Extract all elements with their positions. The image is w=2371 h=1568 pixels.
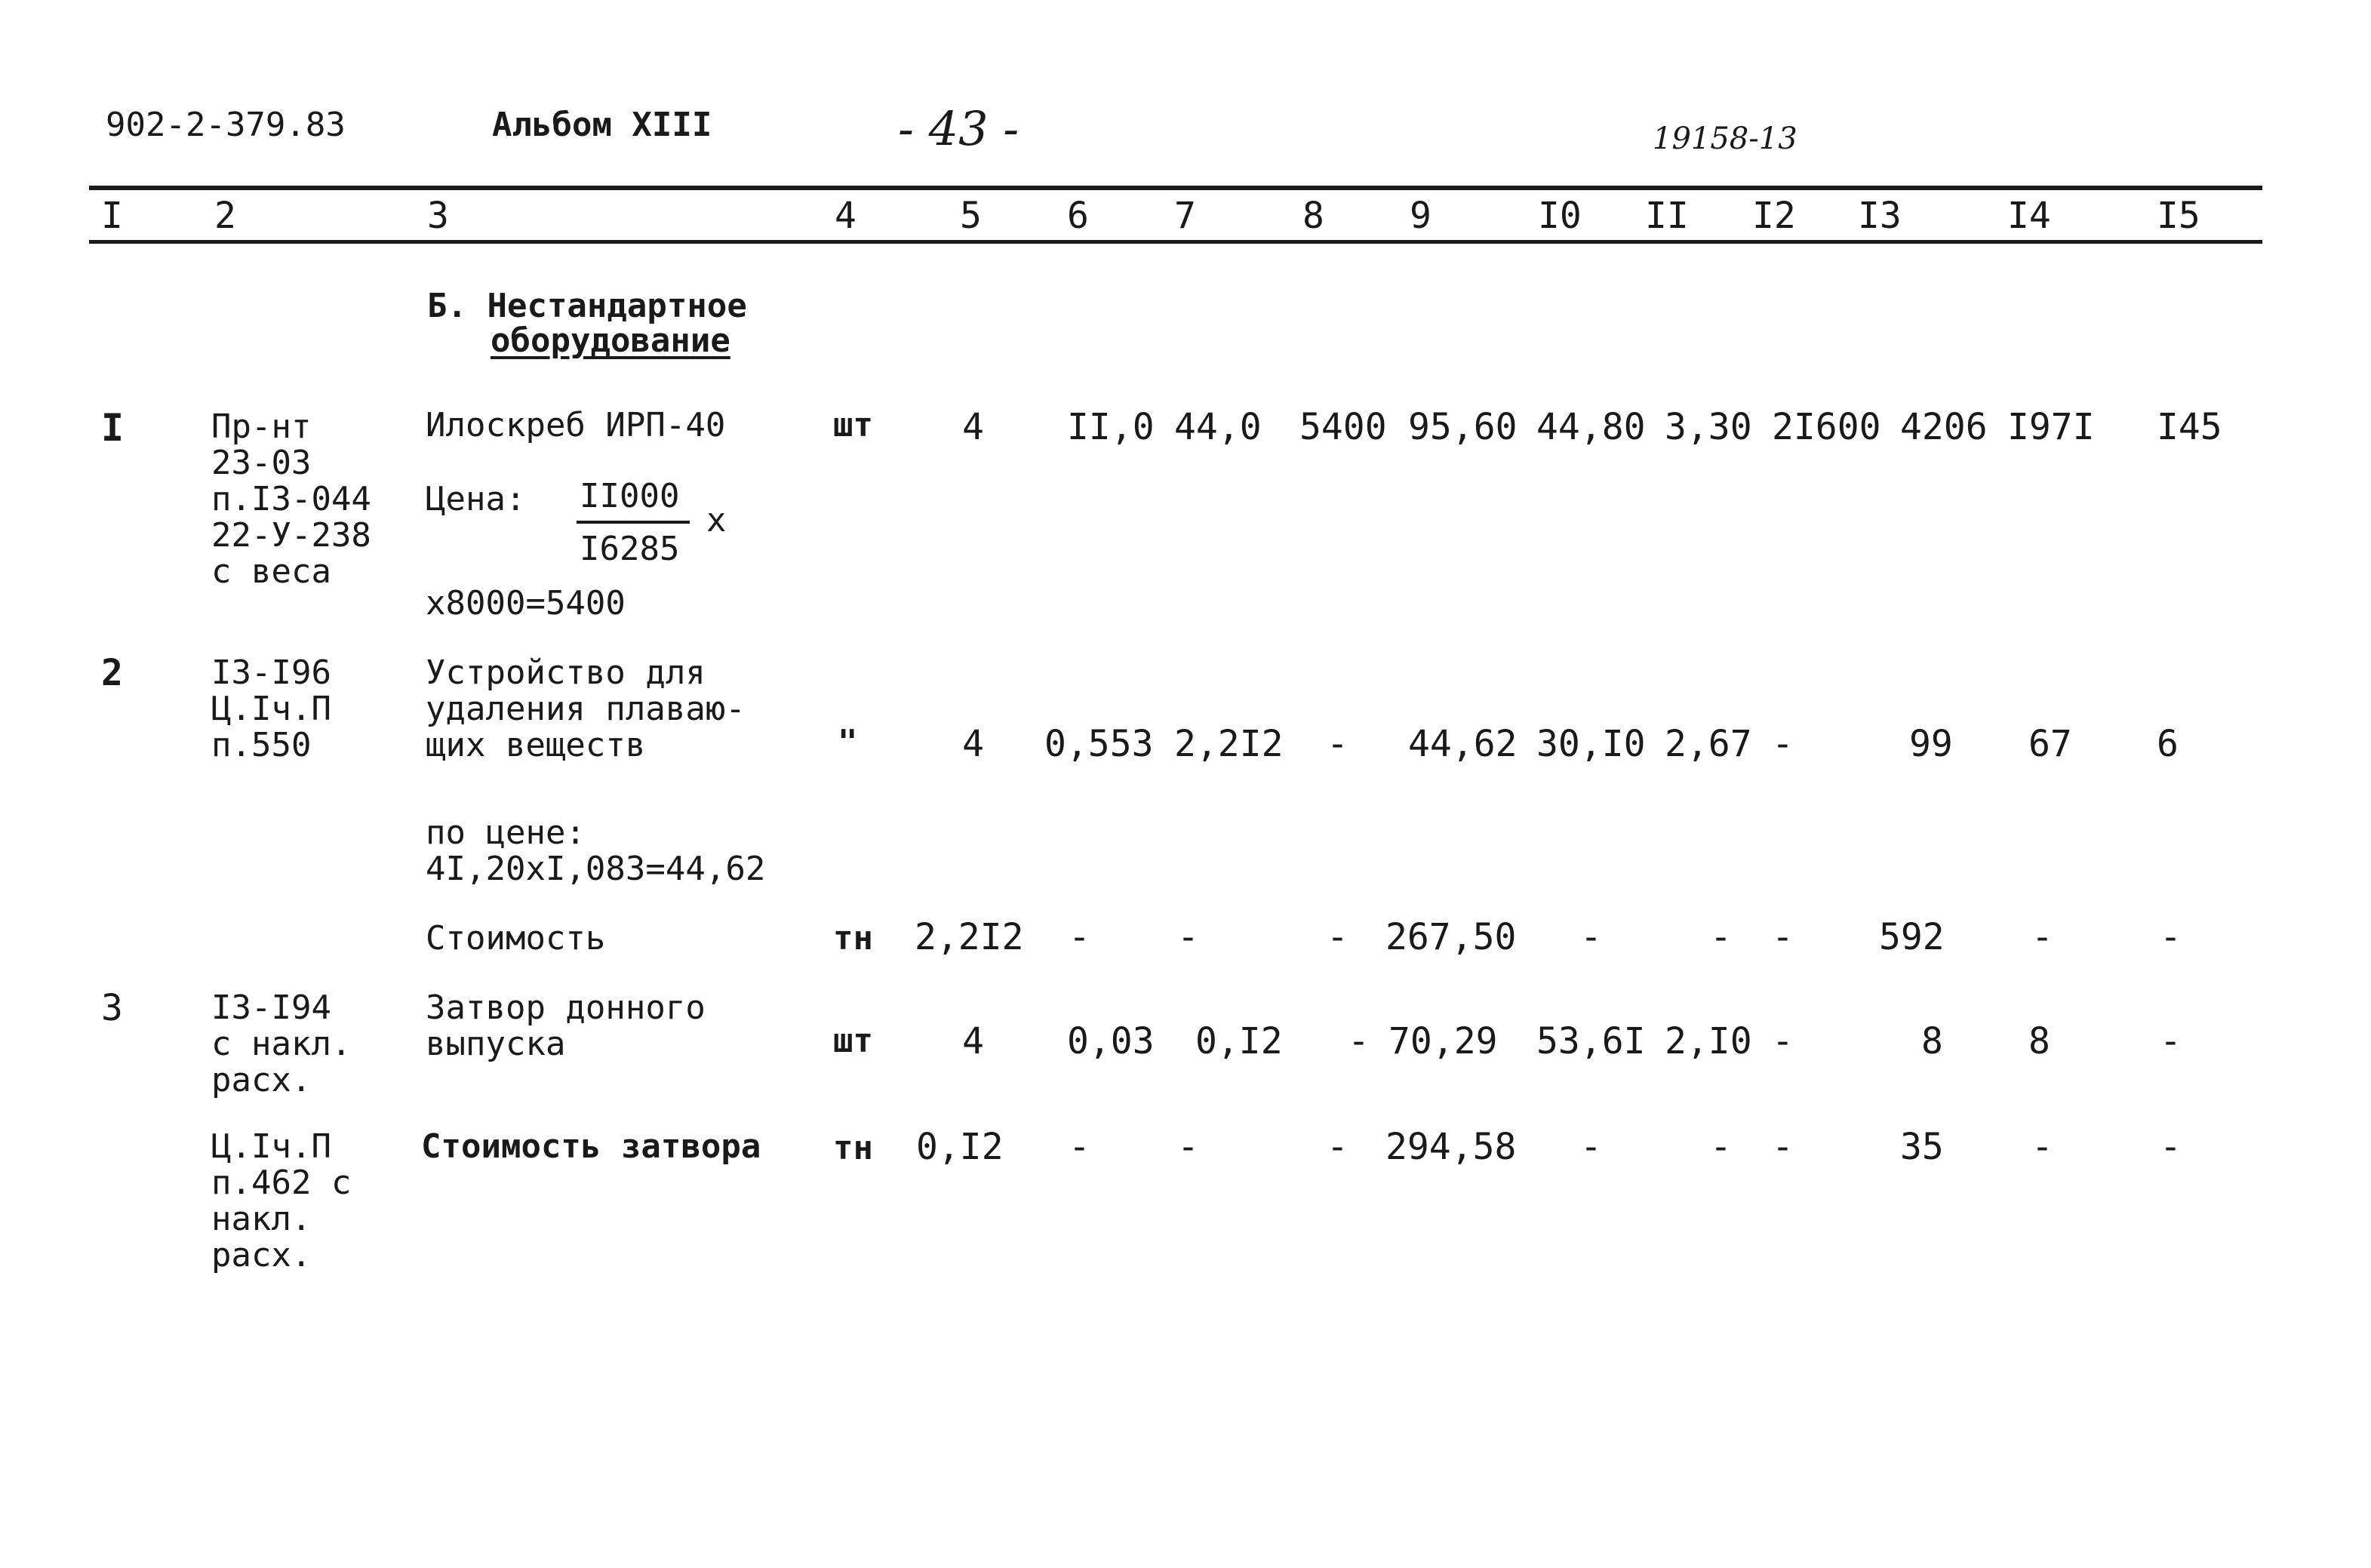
row-3-col10: - [1580, 916, 1602, 958]
row-4-col9: 70,29 [1388, 1020, 1498, 1062]
row-5-col7: - [1177, 1126, 1199, 1168]
row-1-col15: I45 [2157, 406, 2222, 448]
row-2-col9: 44,62 [1408, 723, 1518, 765]
row-1-col14: I97I [2007, 406, 2095, 448]
row-1-price-denominator: I6285 [580, 530, 680, 568]
row-2-col10: 30,I0 [1536, 723, 1646, 765]
column-header-6: 6 [1067, 195, 1089, 237]
row-4-code: I3-I94 с накл. расх. [211, 988, 352, 1099]
row-1-number: I [101, 406, 125, 450]
row-4-col8: - [1348, 1020, 1370, 1062]
row-1-col12: 2I600 [1772, 406, 1881, 448]
row-5-col9: 294,58 [1385, 1126, 1517, 1168]
row-1-price-label: Цена: [426, 480, 526, 518]
row-5-unit: тн [833, 1129, 873, 1167]
row-1-price-multiplier: x [706, 501, 727, 540]
row-3-col12: - [1772, 916, 1794, 958]
row-3-name: Стоимость [426, 919, 606, 958]
column-header-11: II [1645, 195, 1689, 237]
row-4-number: 3 [101, 987, 123, 1029]
row-5-col8: - [1327, 1126, 1348, 1168]
row-4-col15: - [2160, 1020, 2182, 1062]
row-2-col15: 6 [2157, 723, 2179, 765]
row-1-col7: 44,0 [1174, 406, 1262, 448]
row-3-col15: - [2160, 916, 2182, 958]
row-5-col15: - [2160, 1126, 2182, 1168]
row-3-col7: - [1177, 916, 1199, 958]
row-1-price-numerator: II000 [580, 477, 680, 515]
column-header-8: 8 [1302, 195, 1324, 237]
row-1-col10: 44,80 [1536, 406, 1646, 448]
row-3-unit: тн [833, 919, 873, 958]
row-4-col14: 8 [2028, 1020, 2050, 1062]
column-header-10: I0 [1538, 195, 1582, 237]
row-2-col8: - [1327, 723, 1348, 765]
row-4-col13: 8 [1921, 1020, 1943, 1062]
row-2-col6: 0,553 [1044, 723, 1154, 765]
row-3-col5: 2,2I2 [915, 916, 1024, 958]
row-4-col7: 0,I2 [1195, 1020, 1283, 1062]
row-4-col5: 4 [962, 1020, 984, 1062]
row-4-unit: шт [833, 1022, 873, 1060]
row-1-col11: 3,30 [1665, 406, 1752, 448]
row-1-name: Илоскреб ИРП-40 [426, 406, 726, 444]
header-bottom-rule [89, 240, 2262, 244]
archive-stamp: 19158-13 [1653, 121, 1797, 156]
row-3-col11: - [1710, 916, 1732, 958]
row-2-name: Устройство для удаления плаваю- щих веществ [426, 653, 746, 764]
row-1-unit: шт [833, 406, 873, 444]
row-4-col12: - [1772, 1020, 1794, 1062]
row-2-code: I3-I96 Ц.Iч.П п.550 [211, 653, 331, 764]
header-top-rule [89, 186, 2262, 190]
row-1-col8: 5400 [1299, 406, 1387, 448]
row-2-number: 2 [101, 652, 123, 694]
column-header-14: I4 [2007, 195, 2051, 237]
row-1-code: Пр-нт 23-03 п.I3-044 22-У-238 с веса [211, 407, 371, 591]
row-4-col6: 0,03 [1067, 1020, 1155, 1062]
row-1-col13: 4206 [1900, 406, 1988, 448]
row-3-col13: 592 [1879, 916, 1945, 958]
row-2-col14: 67 [2028, 723, 2072, 765]
row-4-col11: 2,I0 [1665, 1020, 1752, 1062]
section-title-continuation: оборудование [490, 321, 730, 360]
row-4-name: Затвор донного выпуска [426, 988, 706, 1063]
row-5-code: Ц.Iч.П п.462 с накл. расх. [211, 1127, 352, 1274]
row-5-col5: 0,I2 [916, 1126, 1004, 1168]
column-header-2: 2 [214, 195, 236, 237]
row-2-col5: 4 [962, 723, 984, 765]
section-title: Б. Нестандартное [427, 287, 747, 325]
row-1-col9: 95,60 [1408, 406, 1518, 448]
row-3-col14: - [2031, 916, 2053, 958]
column-header-1: I [101, 195, 123, 237]
row-1-price-result: x8000=5400 [426, 584, 626, 623]
column-header-4: 4 [835, 195, 856, 237]
row-5-col6: - [1069, 1126, 1090, 1168]
column-header-9: 9 [1410, 195, 1432, 237]
row-3-col6: - [1069, 916, 1090, 958]
row-5-col13: 35 [1900, 1126, 1944, 1168]
row-3-col8: - [1327, 916, 1348, 958]
album-label: Альбом XIII [492, 106, 712, 144]
row-2-col12: - [1772, 723, 1794, 765]
column-header-7: 7 [1174, 195, 1196, 237]
row-2-unit: " [838, 723, 858, 761]
document-code: 902-2-379.83 [106, 106, 346, 144]
row-1-fraction-bar [577, 521, 690, 524]
row-4-col10: 53,6I [1536, 1020, 1646, 1062]
row-5-col10: - [1580, 1126, 1602, 1168]
column-header-13: I3 [1858, 195, 1902, 237]
row-2-col7: 2,2I2 [1174, 723, 1284, 765]
row-2-col13: 99 [1909, 723, 1953, 765]
column-header-3: 3 [427, 195, 449, 237]
row-1-col5: 4 [962, 406, 984, 448]
row-5-col12: - [1772, 1126, 1794, 1168]
column-header-12: I2 [1752, 195, 1796, 237]
column-header-5: 5 [960, 195, 982, 237]
row-2-price-note: по цене: 4I,20xI,083=44,62 [426, 813, 766, 888]
row-2-col11: 2,67 [1665, 723, 1752, 765]
page-number: - 43 - [898, 101, 1019, 156]
row-5-name: Стоимость затвора [421, 1127, 761, 1166]
row-5-col11: - [1710, 1126, 1732, 1168]
row-1-col6: II,0 [1067, 406, 1155, 448]
row-5-col14: - [2031, 1126, 2053, 1168]
row-3-col9: 267,50 [1385, 916, 1517, 958]
column-header-15: I5 [2157, 195, 2200, 237]
